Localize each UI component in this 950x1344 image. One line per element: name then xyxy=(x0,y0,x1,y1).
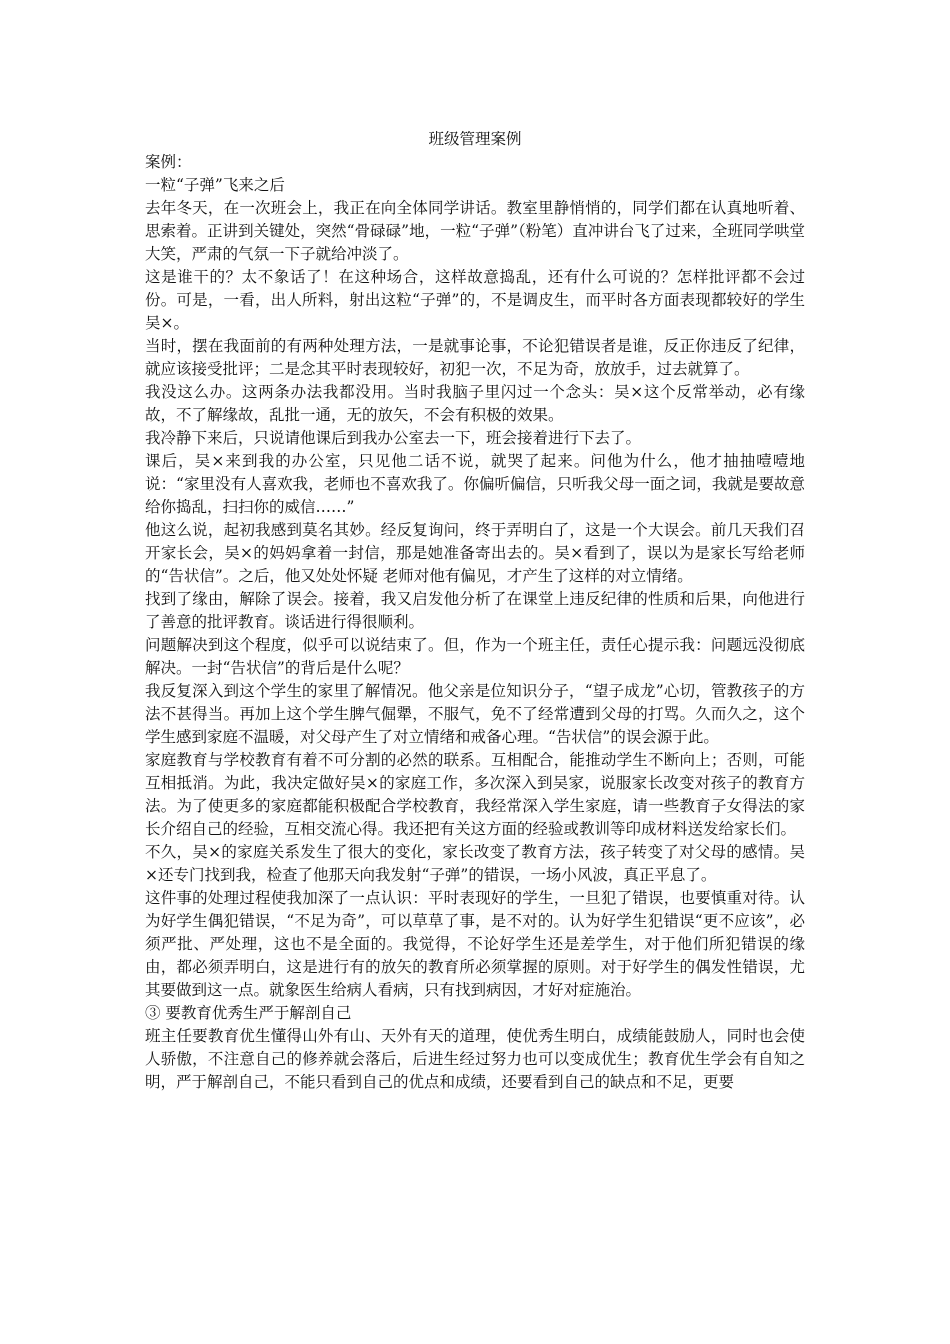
paragraph: 不久，吴×的家庭关系发生了很大的变化，家长改变了教育方法，孩子转变了对父母的感情。吴×还专门找到我，检查了他那天向我发射“子弹”的错误，一场小风波，真正平息了。 xyxy=(145,843,805,884)
paragraph: 班主任要教育优生懂得山外有山、天外有天的道理，使优秀生明白，成绩能鼓励人，同时也会使人骄傲，不注意自己的修养就会落后，后进生经过努力也可以变成优生；教育优生学会有自知之明，严于解剖自己，不能只看到自己的优点和成绩，还要看到自己的缺点和不足，更要 xyxy=(145,1027,805,1091)
paragraph: 当时，摆在我面前的有两种处理方法，一是就事论事，不论犯错误者是谁，反正你违反了纪律，就应该接受批评；二是念其平时表现较好，初犯一次，不足为奇，放放手，过去就算了。 xyxy=(145,337,805,378)
paragraph: 这件事的处理过程使我加深了一点认识：平时表现好的学生，一旦犯了错误，也要慎重对待。认为好学生偶犯错误，“不足为奇”，可以草草了事，是不对的。认为好学生犯错误“更不应该”，必须严批、严处理，这也不是全面的。我觉得，不论好学生还是差学生，对于他们所犯错误的缘由，都必须弄明白，这是进行有的放矢的教育所必须掌握的原则。对于好学生的偶发性错误，尤其要做到这一点。就象医生给病人看病，只有找到病因，才好对症施治。 xyxy=(145,889,805,999)
paragraph: 我冷静下来后，只说请他课后到我办公室去一下，班会接着进行下去了。 xyxy=(145,429,642,447)
paragraph: 去年冬天，在一次班会上，我正在向全体同学讲话。教室里静悄悄的，同学们都在认真地听着、思索着。正讲到关键处，突然“骨碌碌”地，一粒“子弹”（粉笔）直冲讲台飞了过来，全班同学哄堂大笑，严肃的气氛一下子就给冲淡了。 xyxy=(145,199,805,263)
document-title: 班级管理案例 xyxy=(428,130,522,148)
paragraph: 问题解决到这个程度，似乎可以说结束了。但，作为一个班主任，责任心提示我：问题远没彻底解决。一封“告状信”的背后是什么呢？ xyxy=(145,636,805,677)
section-heading: ③ 要教育优秀生严于解剖自己 xyxy=(145,1004,352,1022)
paragraph: 找到了缘由，解除了误会。接着，我又启发他分析了在课堂上违反纪律的性质和后果，向他进行了善意的批评教育。谈话进行得很顺利。 xyxy=(145,590,805,631)
paragraph: 他这么说，起初我感到莫名其妙。经反复询问，终于弄明白了，这是一个大误会。前几天我们召开家长会，吴×的妈妈拿着一封信，那是她准备寄出去的。吴×看到了，误以为是家长写给老师的“告状信”。之后，他又处处怀疑 老师对他有偏见，才产生了这样的对立情绪。 xyxy=(145,521,805,585)
paragraph: 我反复深入到这个学生的家里了解情况。他父亲是位知识分子，“望子成龙”心切，管教孩子的方法不甚得当。再加上这个学生脾气倔犟，不服气，免不了经常遭到父母的打骂。久而久之，这个学生感到家庭不温暖，对父母产生了对立情绪和戒备心理。“告状信”的误会源于此。 xyxy=(145,682,805,746)
paragraph: 家庭教育与学校教育有着不可分割的必然的联系。互相配合，能推动学生不断向上；否则，可能互相抵消。为此，我决定做好吴×的家庭工作，多次深入到吴家，说服家长改变对孩子的教育方法。为了使更多的家庭都能积极配合学校教育，我经常深入学生家庭，请一些教育子女得法的家长介绍自己的经验，互相交流心得。我还把有关这方面的经验或教训等印成材料送发给家长们。 xyxy=(145,751,805,838)
document-body xyxy=(145,128,805,1094)
paragraph-case-label: 案例： xyxy=(145,153,192,171)
paragraph: 这是谁干的？太不象话了！在这种场合，这样故意捣乱，还有什么可说的？怎样批评都不会过份。可是，一看，出人所料，射出这粒“子弹”的，不是调皮生，而平时各方面表现都较好的学生吴×。 xyxy=(145,268,805,332)
paragraph-case-title: 一粒“子弹”飞来之后 xyxy=(145,176,285,194)
paragraph: 我没这么办。这两条办法我都没用。当时我脑子里闪过一个念头：吴×这个反常举动，必有缘故，不了解缘故，乱批一通，无的放矢，不会有积极的效果。 xyxy=(145,383,805,424)
paragraph: 课后，吴×来到我的办公室，只见他二话不说，就哭了起来。问他为什么，他才抽抽噎噎地说：“家里没有人喜欢我，老师也不喜欢我了。你偏听偏信，只听我父母一面之词，我就是要故意给你捣乱，扫扫你的威信……” xyxy=(145,452,805,516)
